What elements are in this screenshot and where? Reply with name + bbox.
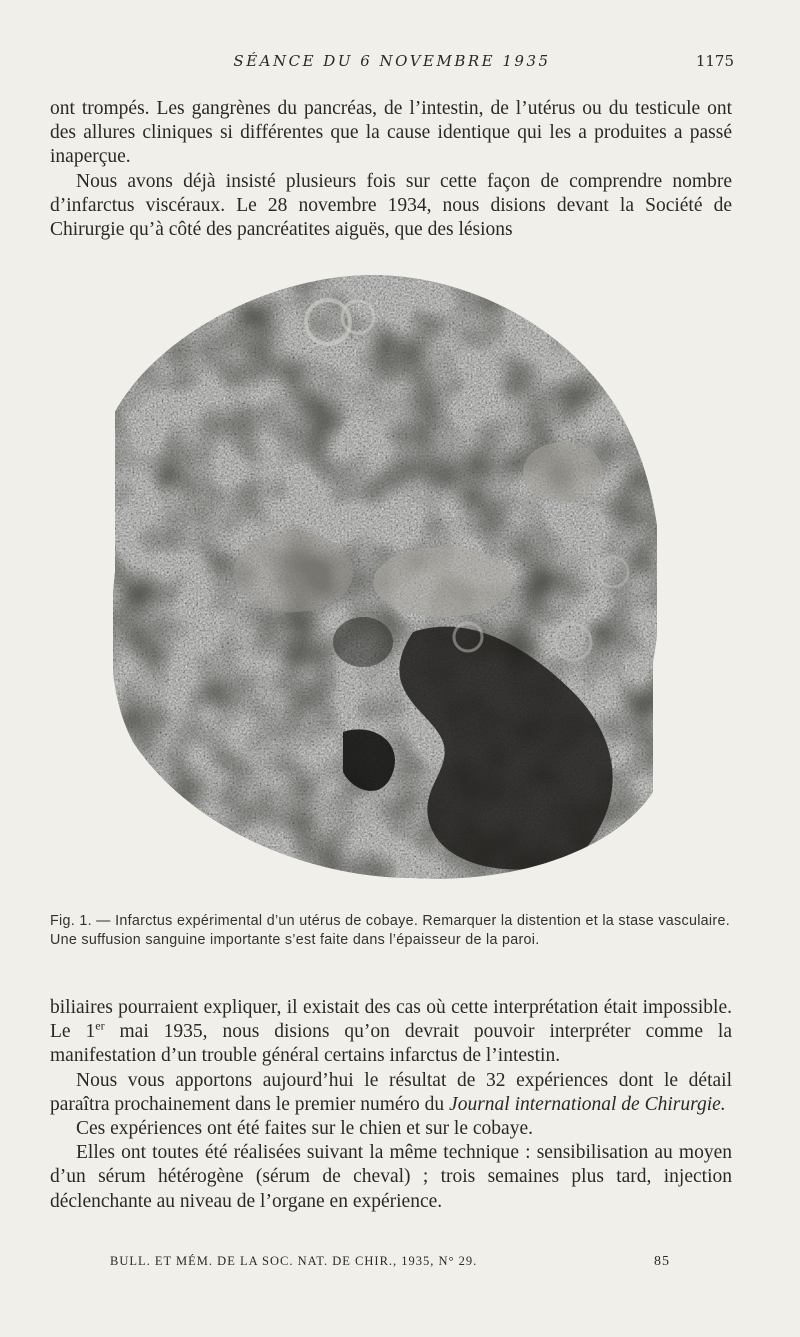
figure-caption <box>50 912 730 950</box>
paragraph-text: biliaires pourraient expliquer, il existait des cas où cette interprétation était impossible. Le 1 <box>50 997 732 1043</box>
paragraph <box>50 1069 732 1117</box>
paragraph: ont trompés. Les gangrènes du pancréas, de l’intestin, de l’utérus ou du testicule ont des allures cliniques si différentes que la cause identique qui les a produites a passé inaperçue. <box>50 98 732 168</box>
figure-caption-text: Fig. 1. — Infarctus expérimental d’un utérus de cobaye. Remarquer la distention et la stase vasculaire. Une suffusion sanguine importante s’est faite dans l’épaisseur de la paroi. <box>50 913 730 948</box>
body-text-top <box>50 97 732 242</box>
paragraph: Elles ont toutes été réalisées suivant la même technique : sensibilisation au moyen d’un sérum hétérogène (sérum de cheval) ; trois semaines plus tard, injection déclenchante au niveau de l’organe en expérience. <box>50 1142 732 1212</box>
paragraph <box>50 996 732 1069</box>
journal-reference: BULL. ET MÉM. DE LA SOC. NAT. DE CHIR., 1935, N° 29. <box>110 1254 478 1268</box>
paragraph: Nous avons déjà insisté plusieurs fois sur cette façon de comprendre nombre d’infarctus viscéraux. Le 28 novembre 1934, nous disions devant la Société de Chirurgie qu’à côté des pancréatites aiguës, que des lésions <box>50 170 732 241</box>
paragraph-text: mai 1935, nous disions qu’on devrait pouvoir interpréter comme la manifestation d’un trouble général certains infarctus de l’intestin. <box>50 1021 732 1067</box>
page-number: 1175 <box>695 52 734 70</box>
body-text-bottom <box>50 996 732 1214</box>
signature-mark: 85 <box>654 1254 670 1269</box>
page-footer <box>110 1254 670 1274</box>
page-header <box>50 52 734 76</box>
micrograph-image <box>113 272 657 880</box>
paragraph-text: Nous vous apportons aujourd’hui le résultat de 32 expériences dont le détail paraîtra prochainement dans le premier numéro du <box>50 1069 732 1115</box>
journal-title: Journal international de Chirurgie. <box>449 1093 726 1115</box>
running-title: SÉANCE DU 6 NOVEMBRE 1935 <box>233 52 551 70</box>
superscript: er <box>95 1018 105 1033</box>
paragraph: Ces expériences ont été faites sur le chien et sur le cobaye. <box>76 1118 533 1140</box>
